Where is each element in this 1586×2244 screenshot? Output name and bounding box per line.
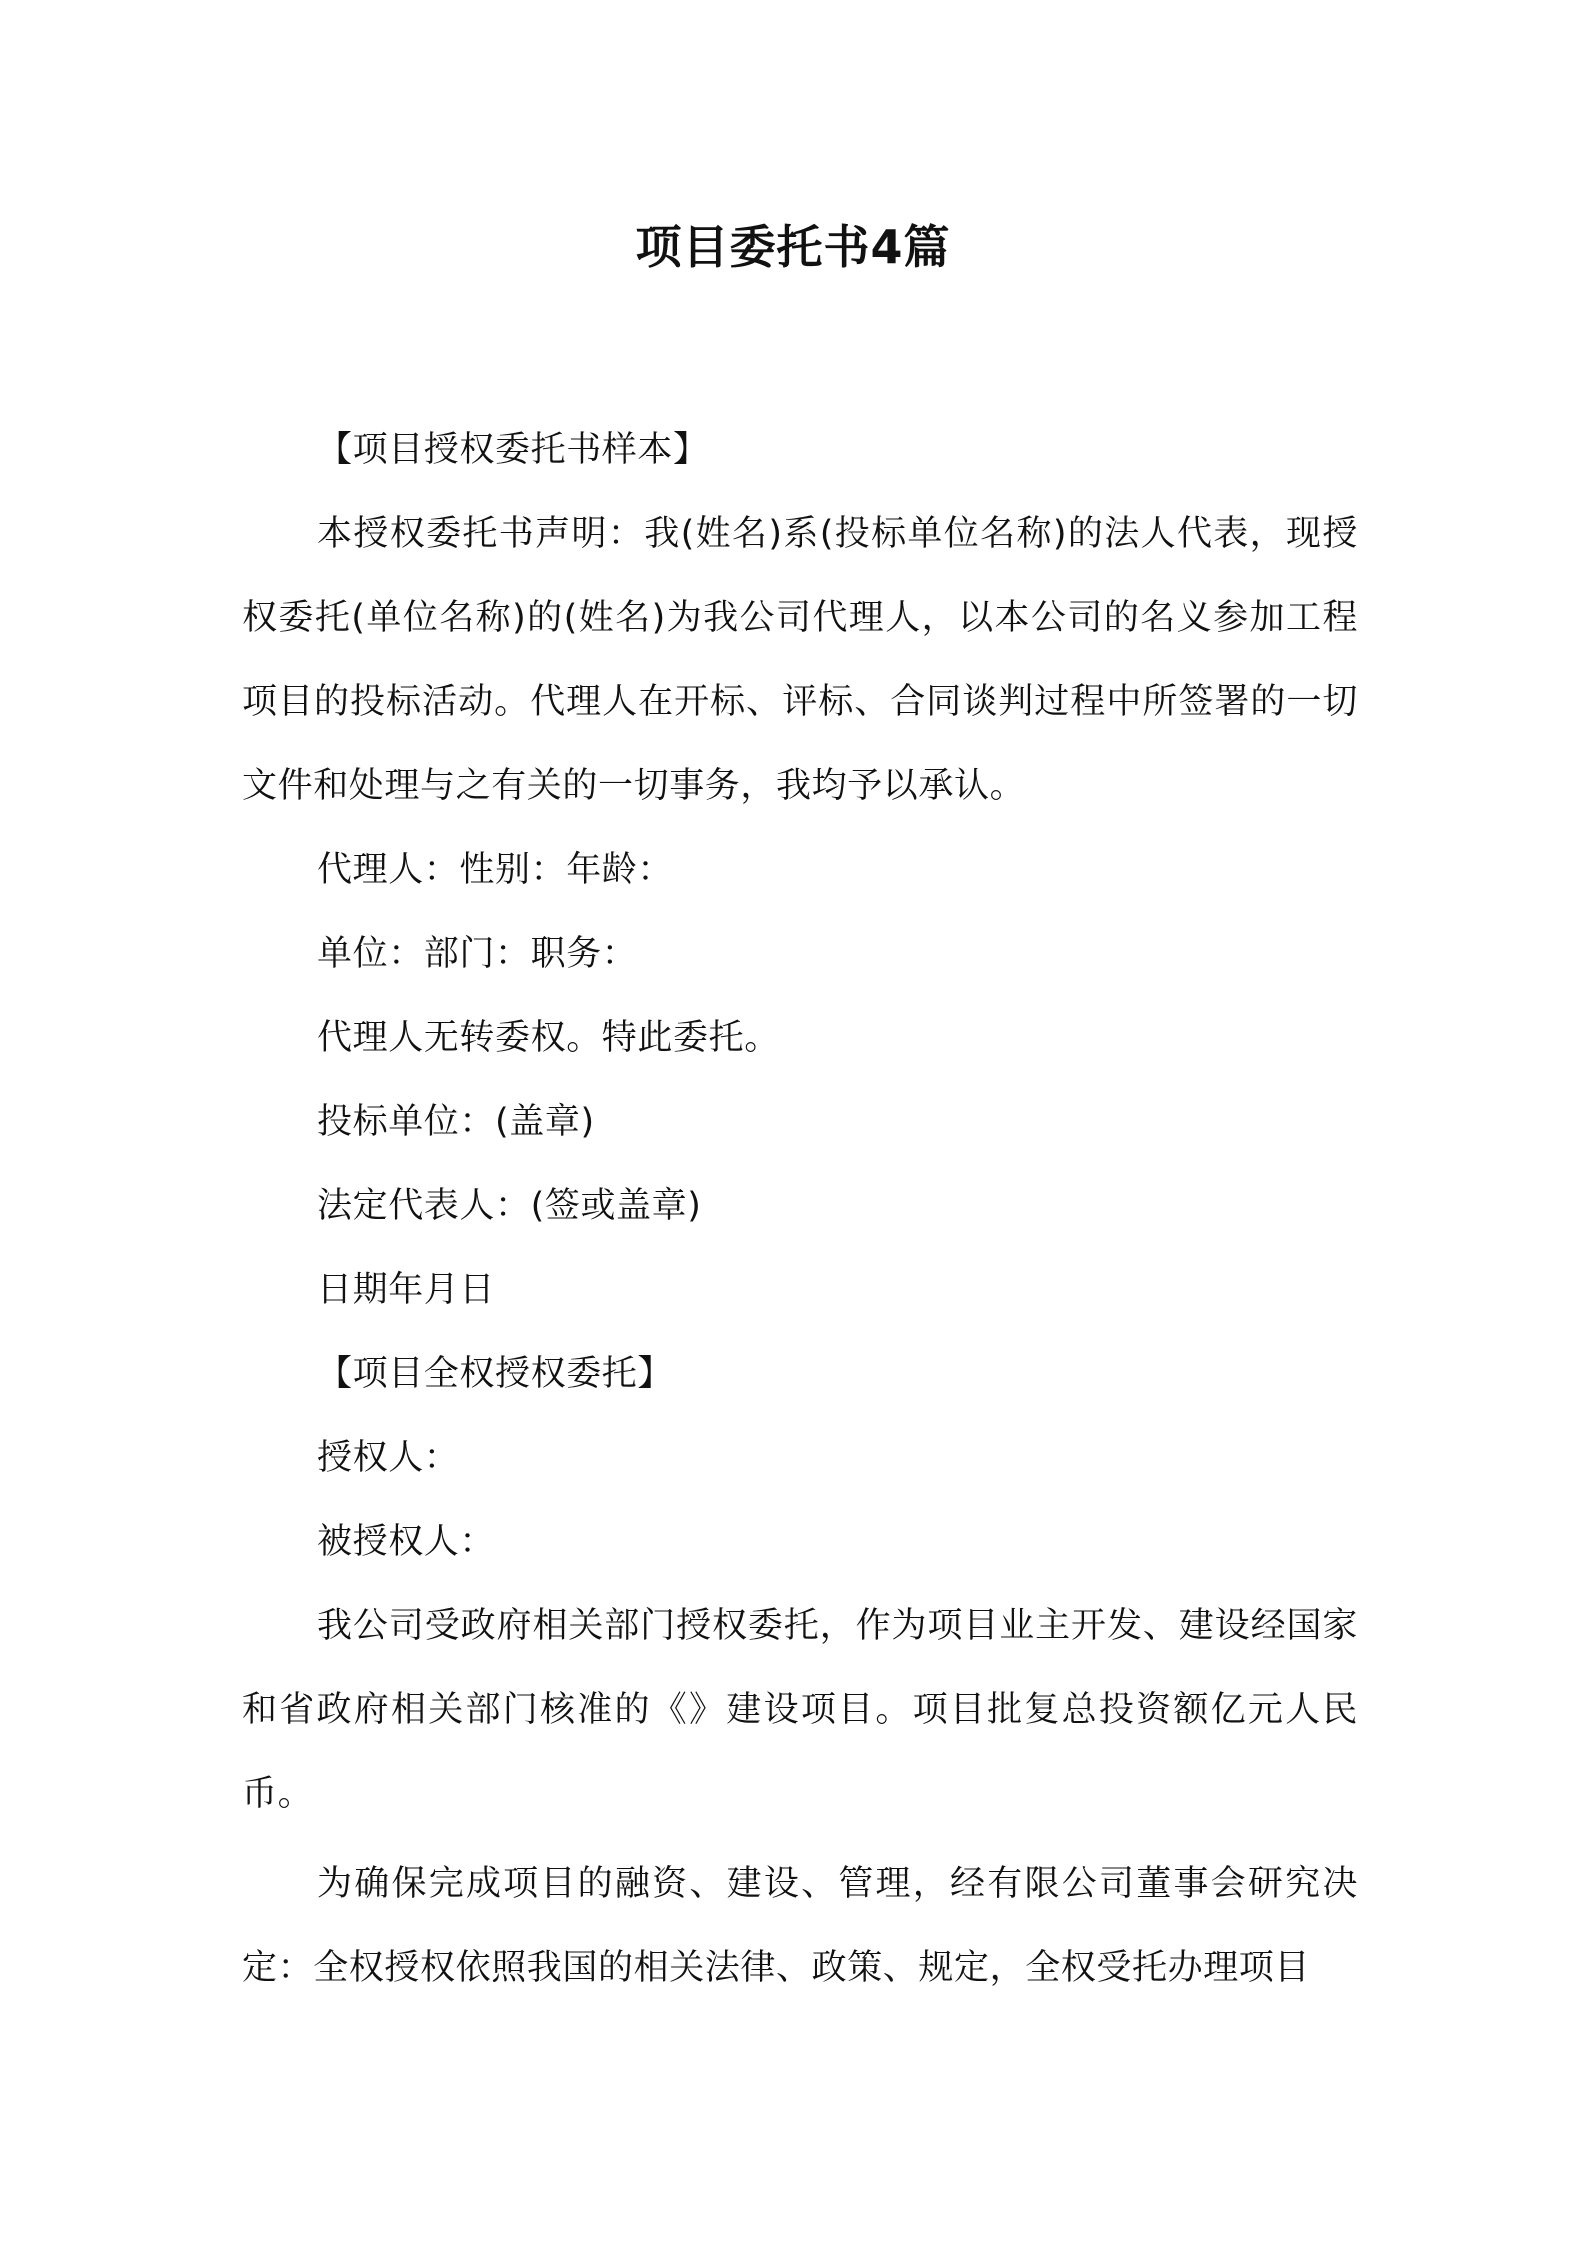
paragraph-declaration: 本授权委托书声明：我(姓名)系(投标单位名称)的法人代表，现授权委托(单位名称)的(姓名)为我公司代理人，以本公司的名义参加工程项目的投标活动。代理人在开标、评标、合同谈判过程中所签署的一切文件和处理与之有关的一切事务，我均予以承认。 <box>242 514 1358 806</box>
paragraph-board-decision: 为确保完成项目的融资、建设、管理，经有限公司董事会研究决定：全权授权依照我国的相关法律、政策、规定，全权受托办理项目 <box>242 1864 1358 1988</box>
section-heading-sample: 【项目授权委托书样本】 <box>317 430 709 470</box>
section-heading-full-authority: 【项目全权授权委托】 <box>317 1354 674 1394</box>
document-title: 项目委托书4篇 <box>635 220 951 274</box>
statement-no-subdelegation: 代理人无转委权。特此委托。 <box>317 1018 780 1058</box>
document-body <box>242 408 1358 2010</box>
field-legal-representative: 法定代表人：(签或盖章) <box>317 1186 702 1226</box>
field-unit: 单位：部门：职务： <box>317 934 638 974</box>
field-bidding-unit: 投标单位：(盖章) <box>317 1102 595 1142</box>
field-grantee: 被授权人： <box>317 1522 496 1562</box>
paragraph-project-background: 我公司受政府相关部门授权委托，作为项目业主开发、建设经国家和省政府相关部门核准的《》建设项目。项目批复总投资额亿元人民币。 <box>242 1606 1358 1814</box>
field-grantor: 授权人： <box>317 1438 460 1478</box>
field-agent: 代理人：性别：年龄： <box>317 850 674 890</box>
field-date: 日期年月日 <box>317 1270 496 1310</box>
